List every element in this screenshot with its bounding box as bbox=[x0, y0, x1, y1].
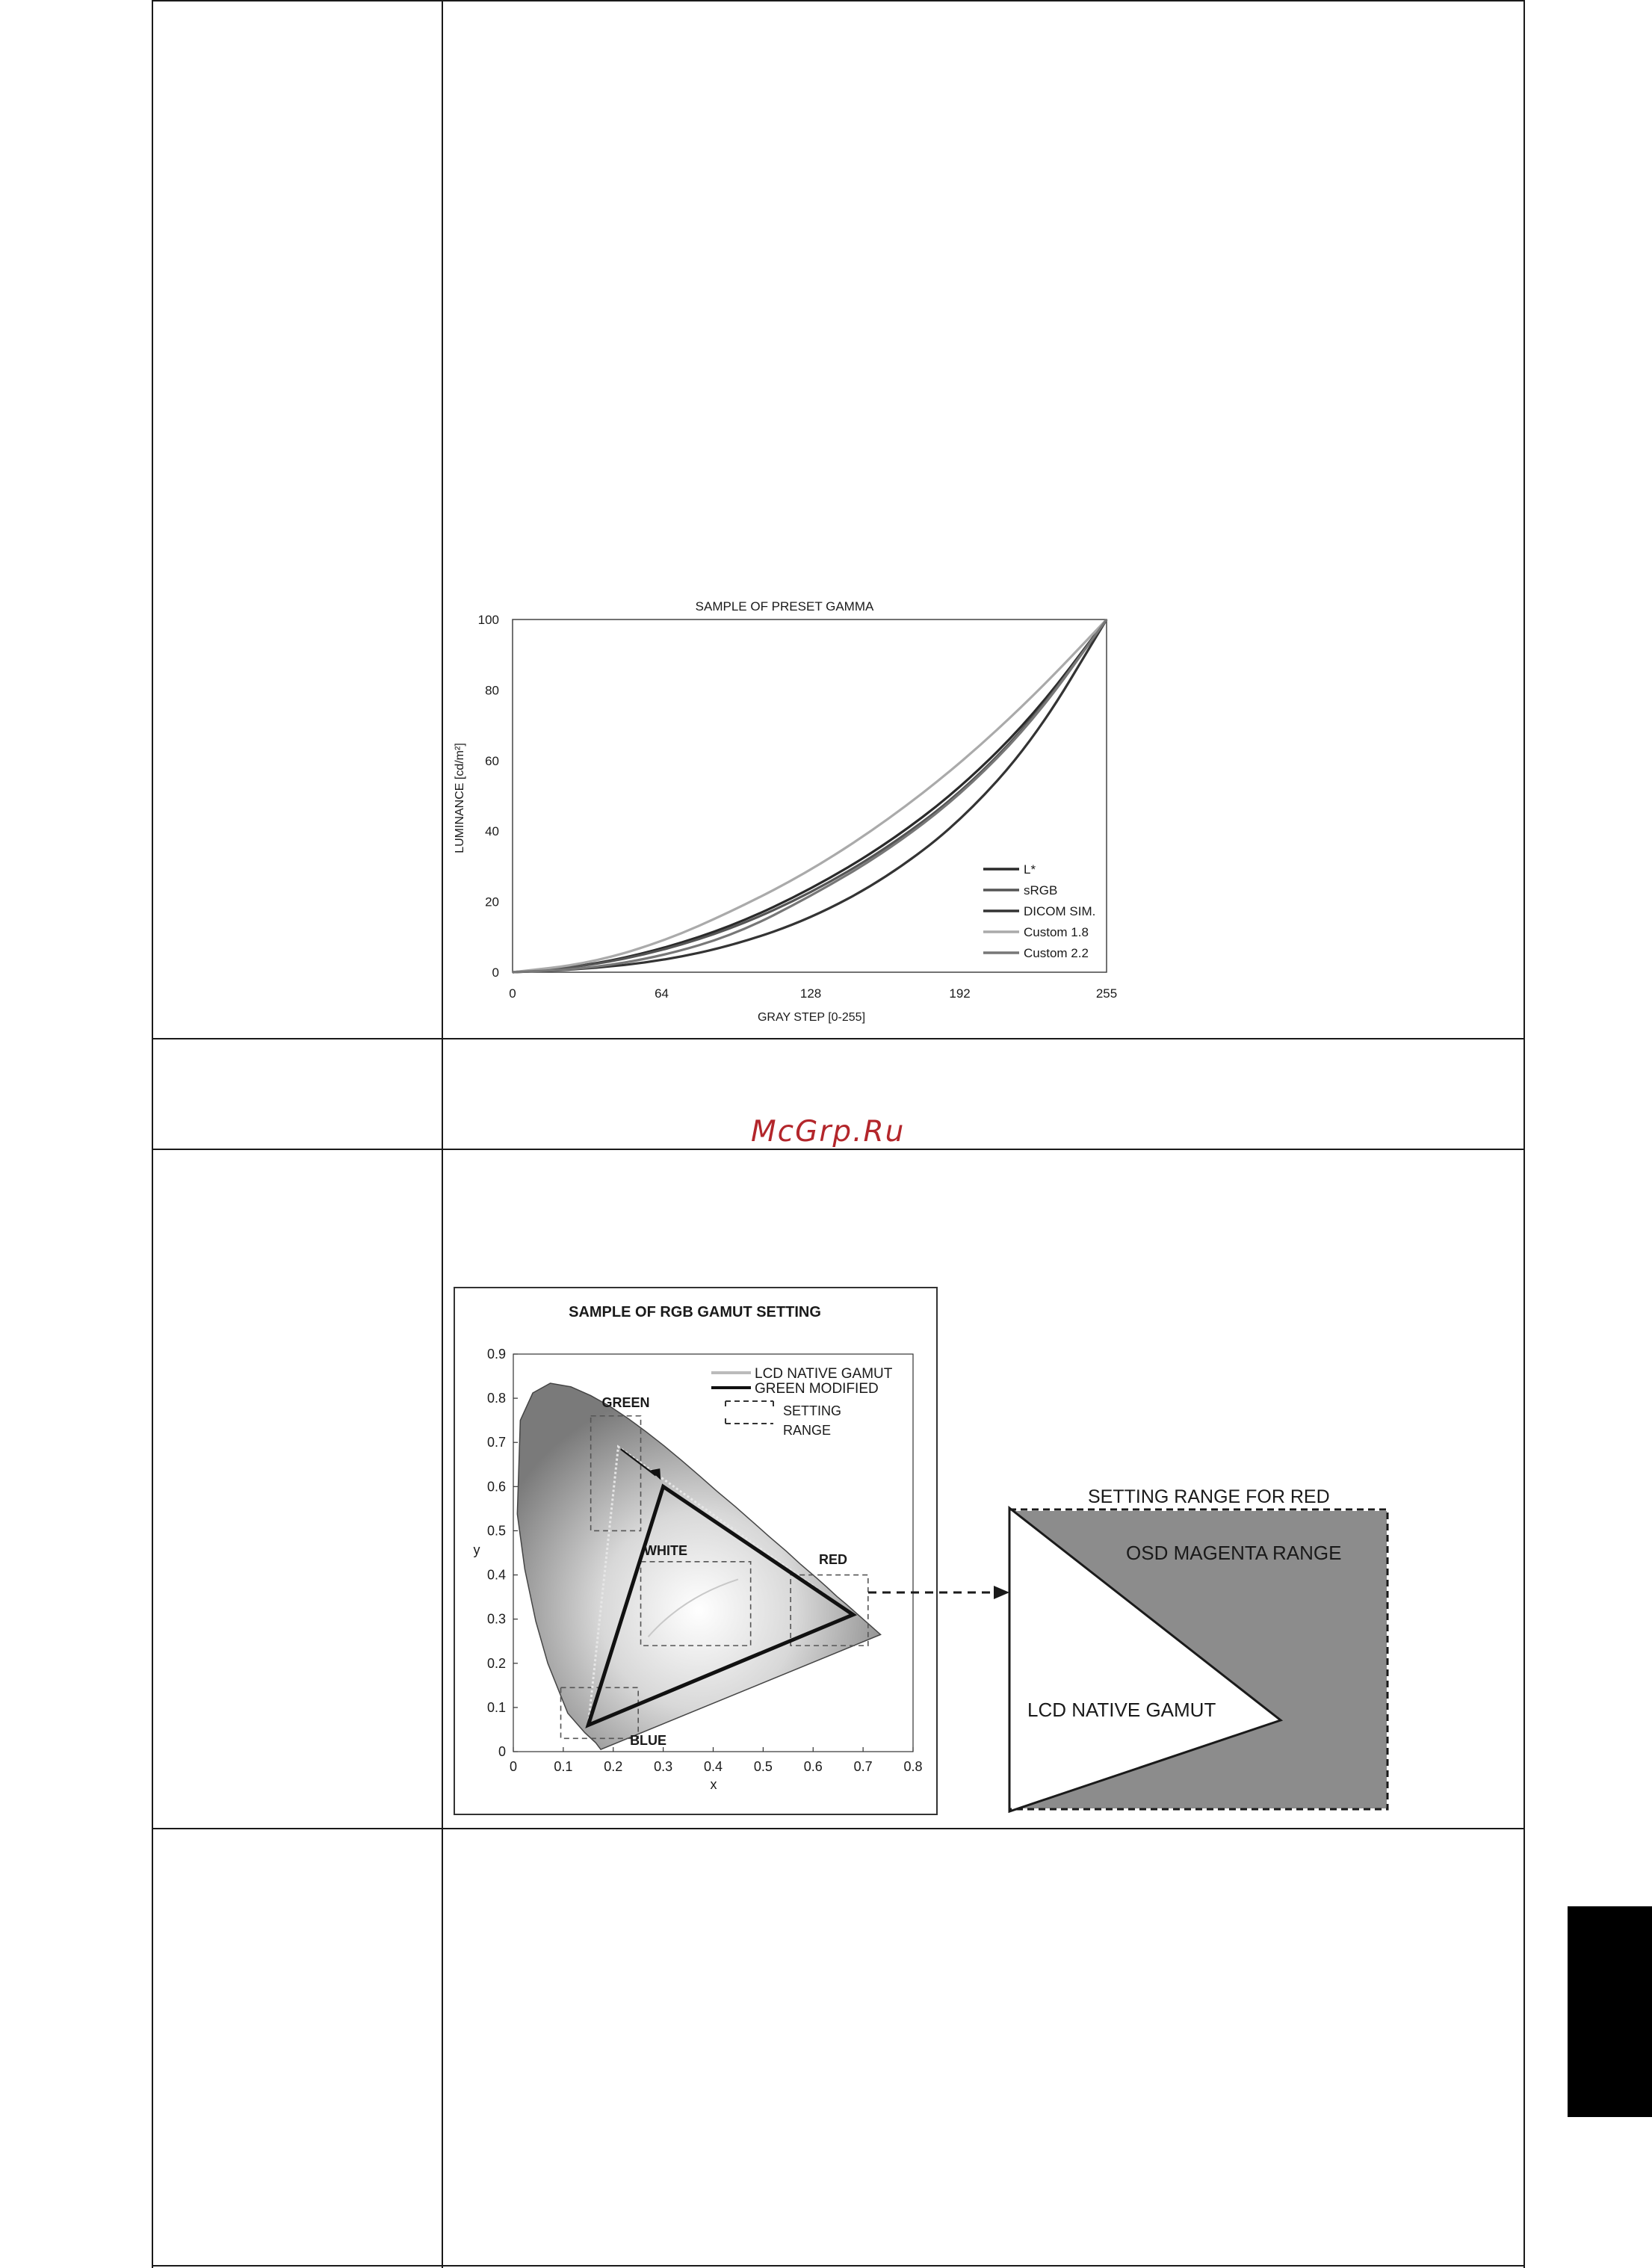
gamma-y-tick-label: 60 bbox=[485, 753, 499, 768]
gamut-region-label: GREEN bbox=[601, 1394, 650, 1410]
gamut-x-tick-label: 0.6 bbox=[803, 1759, 823, 1774]
gamut-x-tick-label: 0.2 bbox=[604, 1759, 623, 1774]
connector-arrow-head bbox=[994, 1586, 1009, 1599]
magenta-range-label: OSD MAGENTA RANGE bbox=[1126, 1542, 1342, 1564]
gamut-y-tick-label: 0.5 bbox=[486, 1523, 506, 1539]
gamma-y-tick-label: 40 bbox=[485, 824, 499, 839]
gamut-y-tick-label: 0.2 bbox=[486, 1655, 506, 1671]
gamma-legend-label: DICOM SIM. bbox=[1024, 904, 1096, 918]
gamma-legend-label: L* bbox=[1024, 862, 1036, 877]
gamma-legend-label: Custom 1.8 bbox=[1024, 925, 1089, 939]
table-border-bottom bbox=[152, 2265, 1525, 2267]
gamut-y-tick-label: 0.3 bbox=[486, 1611, 506, 1627]
gamma-x-axis-label: GRAY STEP [0-255] bbox=[757, 1011, 866, 1024]
watermark: McGrp.Ru bbox=[751, 1115, 906, 1149]
gamma-chart-title: SAMPLE OF PRESET GAMMA bbox=[695, 599, 874, 614]
gamma-y-tick-label: 100 bbox=[477, 613, 499, 627]
native-gamut-label: LCD NATIVE GAMUT bbox=[1027, 1699, 1216, 1721]
gamma-x-tick-label: 128 bbox=[799, 986, 822, 1001]
table-column-divider bbox=[442, 0, 443, 2268]
gamma-chart bbox=[445, 590, 1139, 1039]
gamut-y-tick-label: 0.1 bbox=[486, 1699, 506, 1715]
gamma-y-tick-label: 0 bbox=[492, 965, 499, 980]
gamut-y-axis-label: y bbox=[473, 1542, 480, 1557]
gamut-y-tick-label: 0 bbox=[498, 1744, 506, 1759]
gamma-series-line bbox=[513, 619, 1107, 972]
gamma-series-line bbox=[513, 619, 1107, 972]
red-range-figure bbox=[863, 1480, 1393, 1816]
gamma-x-tick-label: 192 bbox=[949, 986, 971, 1001]
gamma-legend-label: sRGB bbox=[1024, 883, 1058, 897]
gamma-x-tick-label: 255 bbox=[1095, 986, 1118, 1001]
gamma-plot-frame bbox=[513, 619, 1107, 972]
gamut-region-label: RED bbox=[818, 1551, 848, 1567]
gamma-x-tick-label: 64 bbox=[655, 986, 669, 1001]
gamut-x-tick-label: 0.8 bbox=[903, 1759, 923, 1774]
red-range-title-text: SETTING RANGE FOR RED bbox=[1088, 1486, 1330, 1507]
gamma-y-tick-label: 80 bbox=[485, 683, 499, 698]
gamut-region-label: BLUE bbox=[630, 1733, 667, 1749]
gamut-y-tick-label: 0.8 bbox=[486, 1391, 506, 1406]
table-row-divider-2 bbox=[152, 1149, 1525, 1150]
gamut-x-tick-label: 0.3 bbox=[654, 1759, 673, 1774]
gamut-y-tick-label: 0.6 bbox=[486, 1479, 506, 1495]
table-row-divider-3 bbox=[152, 1828, 1525, 1829]
gamut-chart-title: SAMPLE OF RGB GAMUT SETTING bbox=[569, 1304, 821, 1320]
gamma-series-line bbox=[513, 619, 1107, 972]
gamut-legend-label: GREEN MODIFIED bbox=[755, 1381, 879, 1397]
chapter-tab bbox=[1568, 1906, 1652, 2117]
gamma-y-tick-label: 20 bbox=[485, 894, 499, 909]
red-range-title bbox=[1088, 1486, 1330, 1507]
gamut-x-tick-label: 0 bbox=[509, 1759, 518, 1774]
gamut-legend-label: SETTING bbox=[783, 1403, 842, 1418]
gamut-x-tick-label: 0.7 bbox=[853, 1759, 873, 1774]
gamma-y-axis-label: LUMINANCE [cd/m²] bbox=[454, 743, 466, 853]
gamut-region-label: WHITE bbox=[643, 1542, 687, 1558]
gamut-x-tick-label: 0.4 bbox=[703, 1759, 723, 1774]
gamut-y-tick-label: 0.4 bbox=[486, 1567, 506, 1583]
gamut-x-axis-label: x bbox=[710, 1777, 717, 1792]
table-border-top bbox=[152, 0, 1525, 1]
gamma-series-line bbox=[513, 619, 1107, 972]
table-border-left bbox=[152, 0, 153, 2268]
gamma-legend-label: Custom 2.2 bbox=[1024, 946, 1089, 960]
gamut-legend-label: RANGE bbox=[783, 1423, 832, 1438]
table-border-right bbox=[1523, 0, 1525, 2268]
gamut-y-tick-label: 0.9 bbox=[486, 1347, 506, 1362]
gamma-series-line bbox=[513, 619, 1107, 972]
gamma-x-tick-label: 0 bbox=[509, 986, 516, 1001]
gamut-x-tick-label: 0.1 bbox=[554, 1759, 573, 1774]
gamut-x-tick-label: 0.5 bbox=[753, 1759, 773, 1774]
gamut-legend-label: LCD NATIVE GAMUT bbox=[755, 1366, 893, 1382]
gamut-y-tick-label: 0.7 bbox=[486, 1435, 506, 1450]
